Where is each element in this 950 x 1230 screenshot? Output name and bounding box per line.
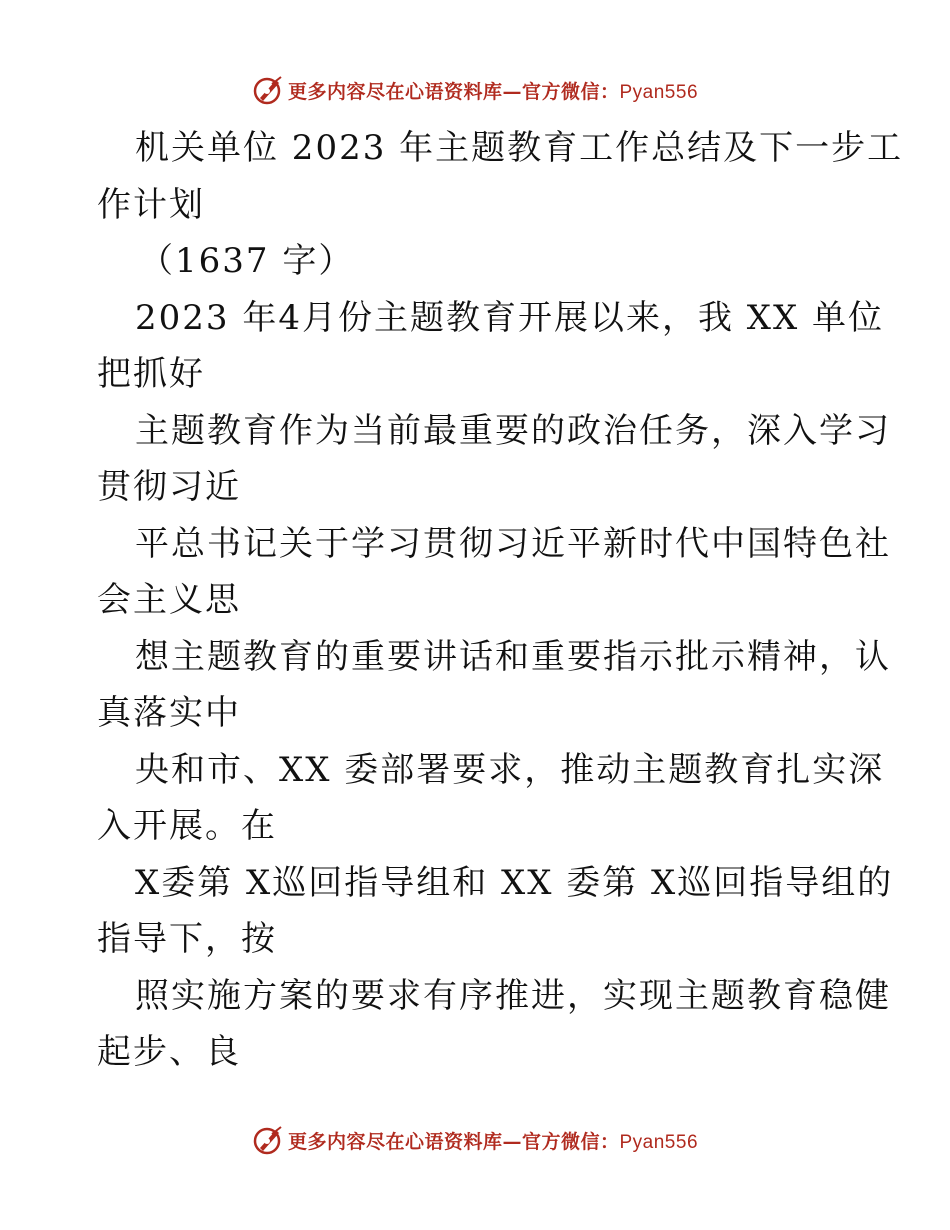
paragraph-line: 入开展。在	[97, 806, 277, 846]
paragraph-line: 起步、良	[97, 1032, 241, 1072]
quill-logo-icon	[252, 74, 284, 106]
word-count: （1637 字）	[139, 241, 355, 281]
paragraph-line: 主题教育作为当前最重要的政治任务，深入学习	[135, 410, 891, 451]
banner-text: 更多内容尽在心语资料库—官方微信：Pyan556	[287, 80, 699, 103]
banner-text: 更多内容尽在心语资料库—官方微信：Pyan556	[287, 1130, 699, 1153]
paragraph-line: 平总书记关于学习贯彻习近平新时代中国特色社	[135, 523, 891, 564]
title-line-1: 机关单位 2023 年主题教育工作总结及下一步工	[135, 128, 904, 168]
paragraph-line: 指导下，按	[97, 919, 277, 959]
paragraph-line: 2023 年4月份主题教育开展以来，我 XX 单位	[135, 297, 884, 338]
paragraph-line: 央和市、XX 委部署要求，推动主题教育扎实深	[135, 749, 885, 790]
paragraph-line: 把抓好	[97, 354, 205, 394]
header-banner	[0, 72, 950, 108]
paragraph-line: 真落实中	[97, 693, 241, 733]
paragraph-line: 贯彻习近	[97, 467, 241, 507]
paragraph-line: 想主题教育的重要讲话和重要指示批示精神，认	[135, 636, 891, 677]
title-line-2: 作计划	[97, 184, 205, 225]
paragraph-line: X委第 X巡回指导组和 XX 委第 X巡回指导组的	[135, 862, 894, 903]
quill-logo-icon	[252, 1124, 284, 1156]
paragraph-line: 会主义思	[97, 580, 241, 620]
paragraph-line: 照实施方案的要求有序推进，实现主题教育稳健	[135, 975, 891, 1016]
footer-banner	[0, 1122, 950, 1158]
document-body	[97, 120, 904, 1081]
